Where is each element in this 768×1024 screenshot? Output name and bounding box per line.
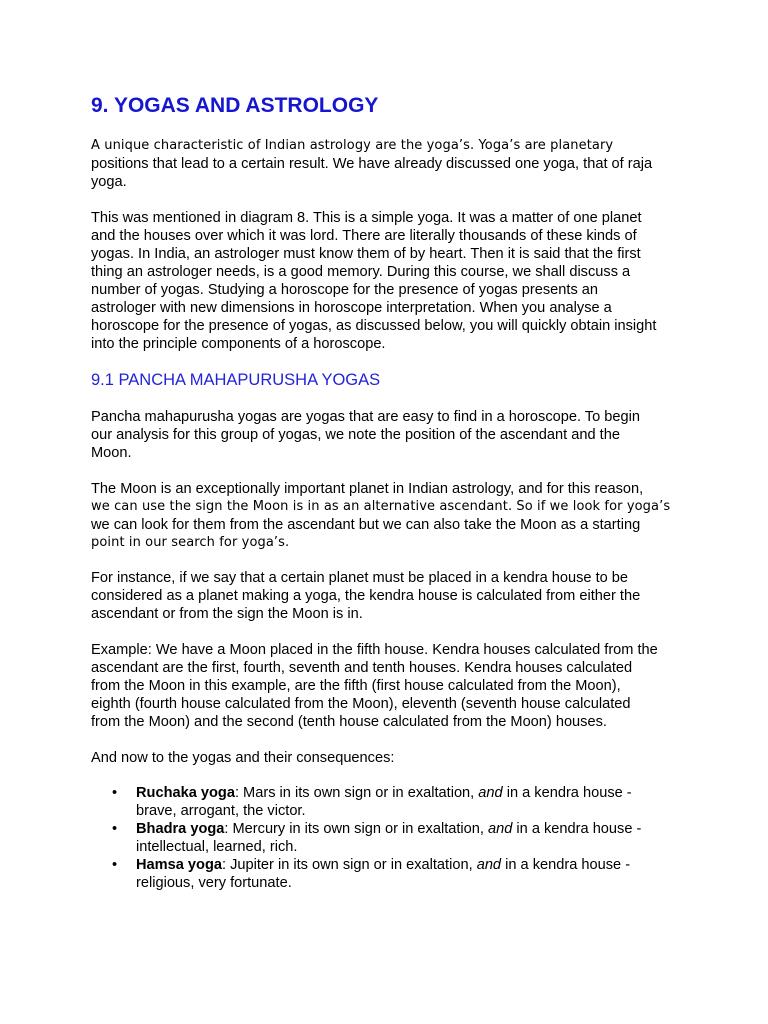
paragraph-line: and the houses over which it was lord. There are literally thousands of these kinds of bbox=[91, 228, 637, 244]
yoga-effect: religious, very fortunate. bbox=[136, 875, 292, 891]
paragraph-kendra bbox=[91, 569, 691, 623]
paragraph-line: The Moon is an exceptionally important planet in Indian astrology, and for this reason, bbox=[91, 481, 644, 497]
yoga-description: : Mercury in its own sign or in exaltation, bbox=[224, 821, 489, 837]
yoga-list bbox=[91, 784, 691, 892]
paragraph-line: number of yogas. Studying a horoscope for the presence of yogas presents an bbox=[91, 282, 599, 298]
paragraph-diagram-8 bbox=[91, 209, 691, 353]
paragraph-line: horoscope for the presence of yogas, as discussed below, you will quickly obtain insight bbox=[91, 318, 657, 334]
yoga-description: : Mars in its own sign or in exaltation, bbox=[234, 785, 479, 801]
paragraph-line: Pancha mahapurusha yogas are yogas that are easy to find in a horoscope. To begin bbox=[91, 409, 640, 425]
paragraph-line: considered as a planet making a yoga, the kendra house is calculated from either the bbox=[91, 588, 641, 604]
yoga-effect: intellectual, learned, rich. bbox=[136, 839, 298, 855]
yoga-effect: brave, arrogant, the victor. bbox=[136, 803, 306, 819]
paragraph-line: Moon. bbox=[91, 445, 132, 461]
page-title: 9. YOGAS AND ASTROLOGY bbox=[91, 94, 379, 117]
bullet-icon: • bbox=[112, 821, 118, 837]
paragraph-line: thing an astrologer needs, is a good memory. During this course, we shall discuss a bbox=[91, 264, 631, 280]
paragraph-line: positions that lead to a certain result. We have already discussed one yoga, that of raja bbox=[91, 156, 653, 172]
yoga-description: : Jupiter in its own sign or in exaltation, bbox=[221, 857, 477, 873]
paragraph-line: eighth (fourth house calculated from the Moon), eleventh (seventh house calculated bbox=[91, 696, 631, 712]
bullet-icon: • bbox=[112, 785, 118, 801]
paragraph-consequences bbox=[91, 749, 691, 767]
intro-paragraph bbox=[91, 137, 691, 191]
bullet-icon: • bbox=[112, 857, 118, 873]
paragraph-line: yogas. In India, an astrologer must know them of by heart. Then it is said that the first bbox=[91, 246, 641, 262]
paragraph-line: point in our search for yoga’s. bbox=[91, 535, 290, 550]
yoga-and: and bbox=[488, 821, 513, 837]
paragraph-line: we can use the sign the Moon is in as an alternative ascendant. So if we look for yoga’s bbox=[91, 499, 671, 514]
paragraph-example bbox=[91, 641, 691, 731]
paragraph-line: For instance, if we say that a certain planet must be placed in a kendra house to be bbox=[91, 570, 629, 586]
paragraph-line: we can look for them from the ascendant but we can also take the Moon as a starting bbox=[91, 517, 641, 533]
yoga-description: in a kendra house - bbox=[501, 857, 631, 873]
yoga-name: Bhadra yoga bbox=[136, 821, 225, 837]
paragraph-pancha-intro bbox=[91, 408, 691, 462]
section-title: 9.1 PANCHA MAHAPURUSHA YOGAS bbox=[91, 371, 381, 389]
list-item bbox=[91, 820, 691, 856]
paragraph-line: Example: We have a Moon placed in the fifth house. Kendra houses calculated from the bbox=[91, 642, 658, 658]
paragraph-line: from the Moon) and the second (tenth house calculated from the Moon) houses. bbox=[91, 714, 607, 730]
paragraph-line: ascendant are the first, fourth, seventh and tenth houses. Kendra houses calculated bbox=[91, 660, 633, 676]
list-item bbox=[91, 856, 691, 892]
paragraph-line: into the principle components of a horoscope. bbox=[91, 336, 386, 352]
paragraph-line: A unique characteristic of Indian astrology are the yoga’s. Yoga’s are planetary bbox=[91, 138, 614, 153]
yoga-name: Ruchaka yoga bbox=[136, 785, 235, 801]
paragraph-moon bbox=[91, 480, 691, 552]
yoga-and: and bbox=[476, 857, 502, 873]
yoga-description: in a kendra house - bbox=[502, 785, 632, 801]
yoga-name: Hamsa yoga bbox=[136, 857, 222, 873]
paragraph-line: ascendant or from the sign the Moon is in. bbox=[91, 606, 363, 622]
paragraph-line: yoga. bbox=[91, 174, 127, 190]
paragraph-line: our analysis for this group of yogas, we note the position of the ascendant and the bbox=[91, 427, 620, 443]
yoga-description: in a kendra house - bbox=[512, 821, 642, 837]
paragraph-line: from the Moon in this example, are the fifth (first house calculated from the Moon), bbox=[91, 678, 621, 694]
list-item bbox=[91, 784, 691, 820]
paragraph-line: This was mentioned in diagram 8. This is a simple yoga. It was a matter of one planet bbox=[91, 210, 642, 226]
paragraph-line: astrologer with new dimensions in horoscope interpretation. When you analyse a bbox=[91, 300, 612, 316]
paragraph-line: And now to the yogas and their consequences: bbox=[91, 750, 395, 766]
yoga-and: and bbox=[478, 785, 503, 801]
